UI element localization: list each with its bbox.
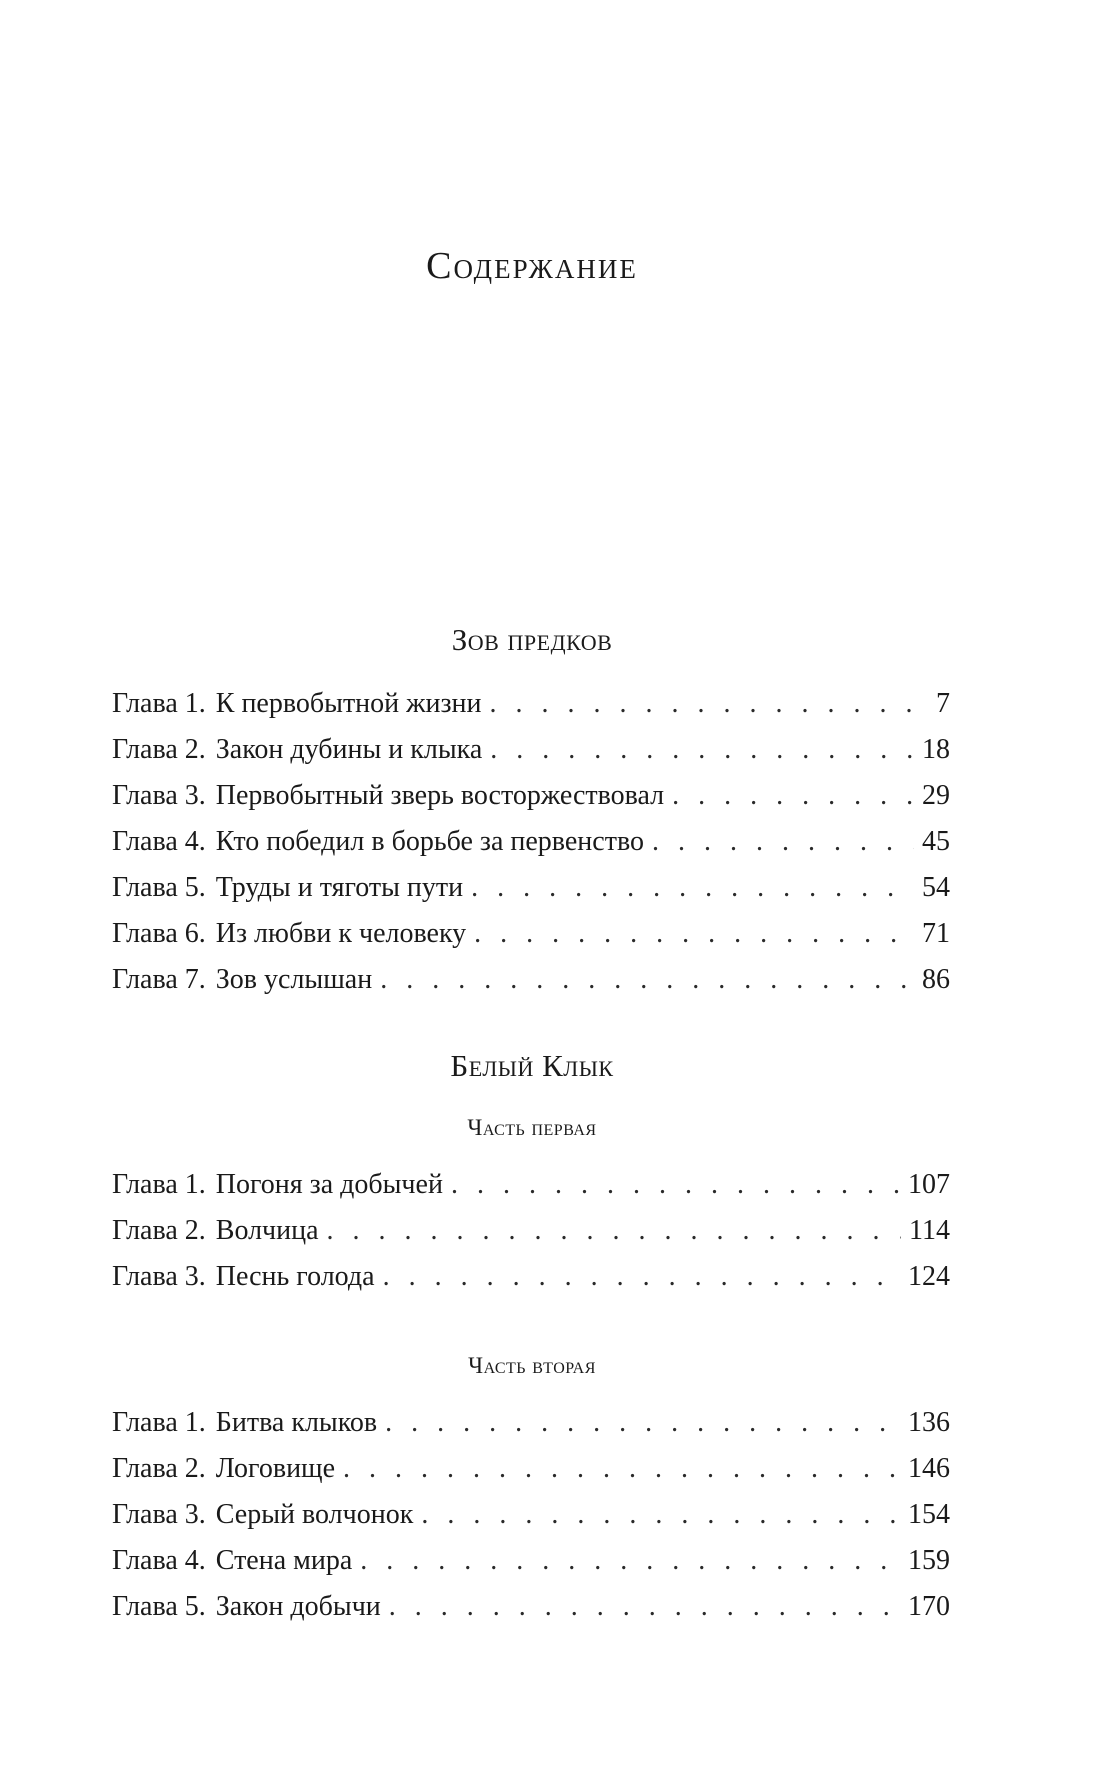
toc-list-part-one bbox=[112, 1162, 950, 1300]
toc-entry[interactable] bbox=[112, 1538, 950, 1584]
part-title-first: Часть первая bbox=[467, 1115, 597, 1140]
chapter-title: Зов услышан bbox=[215, 964, 373, 995]
chapter-title: Кто победил в борьбе за первенство bbox=[215, 826, 644, 857]
dot-leader bbox=[451, 1162, 900, 1208]
page-number: 170 bbox=[908, 1591, 950, 1622]
chapter-number: Глава 3. bbox=[112, 1261, 206, 1292]
toc-entry[interactable] bbox=[112, 1162, 950, 1208]
dot-leader bbox=[652, 819, 914, 865]
toc-entry[interactable] bbox=[112, 681, 950, 727]
chapter-number: Глава 3. bbox=[112, 1499, 206, 1530]
dot-leader bbox=[389, 1584, 900, 1630]
toc-entry[interactable] bbox=[112, 865, 950, 911]
page-number: 45 bbox=[922, 826, 950, 857]
toc-entry[interactable] bbox=[112, 1400, 950, 1446]
chapter-number: Глава 4. bbox=[112, 1545, 206, 1576]
toc-entry[interactable] bbox=[112, 911, 950, 957]
chapter-number: Глава 2. bbox=[112, 734, 206, 765]
dot-leader bbox=[383, 1254, 900, 1300]
toc-entry[interactable] bbox=[112, 727, 950, 773]
toc-entry[interactable] bbox=[112, 1492, 950, 1538]
chapter-title: Серый волчонок bbox=[215, 1499, 414, 1530]
chapter-number: Глава 3. bbox=[112, 780, 206, 811]
page-number: 86 bbox=[922, 964, 950, 995]
chapter-title: Стена мира bbox=[215, 1545, 353, 1576]
toc-list-part-two bbox=[112, 1400, 950, 1630]
toc-entry[interactable] bbox=[112, 1446, 950, 1492]
page-number: 7 bbox=[936, 688, 950, 719]
chapter-title: Закон добычи bbox=[215, 1591, 381, 1622]
dot-leader bbox=[327, 1208, 902, 1254]
chapter-title: Закон дубины и клыка bbox=[215, 734, 483, 765]
page-number: 18 bbox=[922, 734, 950, 765]
chapter-number: Глава 2. bbox=[112, 1453, 206, 1484]
toc-entry[interactable] bbox=[112, 1254, 950, 1300]
dot-leader bbox=[343, 1446, 900, 1492]
page-number: 154 bbox=[908, 1499, 950, 1530]
page-title: Содержание bbox=[426, 245, 638, 287]
chapter-title: Битва клыков bbox=[215, 1407, 378, 1438]
page-number: 29 bbox=[922, 780, 950, 811]
toc-entry[interactable] bbox=[112, 773, 950, 819]
part-title-second: Часть вторая bbox=[468, 1353, 596, 1378]
page-number: 124 bbox=[908, 1261, 950, 1292]
dot-leader bbox=[490, 681, 924, 727]
chapter-number: Глава 4. bbox=[112, 826, 206, 857]
toc-entry[interactable] bbox=[112, 1584, 950, 1630]
toc-entry[interactable] bbox=[112, 819, 950, 865]
chapter-title: Погоня за добычей bbox=[215, 1169, 443, 1200]
chapter-number: Глава 5. bbox=[112, 872, 206, 903]
page-number: 146 bbox=[908, 1453, 950, 1484]
dot-leader bbox=[385, 1400, 900, 1446]
page-number: 136 bbox=[908, 1407, 950, 1438]
chapter-title: Из любви к человеку bbox=[215, 918, 467, 949]
chapter-number: Глава 1. bbox=[112, 688, 206, 719]
dot-leader bbox=[471, 865, 914, 911]
page-number: 159 bbox=[908, 1545, 950, 1576]
chapter-number: Глава 2. bbox=[112, 1215, 206, 1246]
chapter-title: Логовище bbox=[215, 1453, 336, 1484]
dot-leader bbox=[421, 1492, 900, 1538]
dot-leader bbox=[380, 957, 914, 1003]
section-title-white-fang: Белый Клык bbox=[450, 1048, 614, 1083]
dot-leader bbox=[474, 911, 914, 957]
chapter-number: Глава 7. bbox=[112, 964, 206, 995]
chapter-number: Глава 5. bbox=[112, 1591, 206, 1622]
section-title-call-of-the-wild: Зов предков bbox=[451, 622, 613, 657]
chapter-title: К первобытной жизни bbox=[215, 688, 482, 719]
chapter-number: Глава 1. bbox=[112, 1407, 206, 1438]
dot-leader bbox=[672, 773, 914, 819]
dot-leader bbox=[490, 727, 914, 773]
toc-entry[interactable] bbox=[112, 1208, 950, 1254]
chapter-number: Глава 1. bbox=[112, 1169, 206, 1200]
chapter-number: Глава 6. bbox=[112, 918, 206, 949]
page-number: 114 bbox=[909, 1215, 950, 1246]
page-number: 71 bbox=[922, 918, 950, 949]
dot-leader bbox=[360, 1538, 900, 1584]
chapter-title: Волчица bbox=[215, 1215, 319, 1246]
toc-entry[interactable] bbox=[112, 957, 950, 1003]
chapter-title: Труды и тяготы пути bbox=[215, 872, 464, 903]
chapter-title: Первобытный зверь восторжествовал bbox=[215, 780, 665, 811]
page-number: 107 bbox=[908, 1169, 950, 1200]
chapter-title: Песнь голода bbox=[215, 1261, 375, 1292]
page-number: 54 bbox=[922, 872, 950, 903]
toc-list-call-of-the-wild bbox=[112, 681, 950, 1003]
